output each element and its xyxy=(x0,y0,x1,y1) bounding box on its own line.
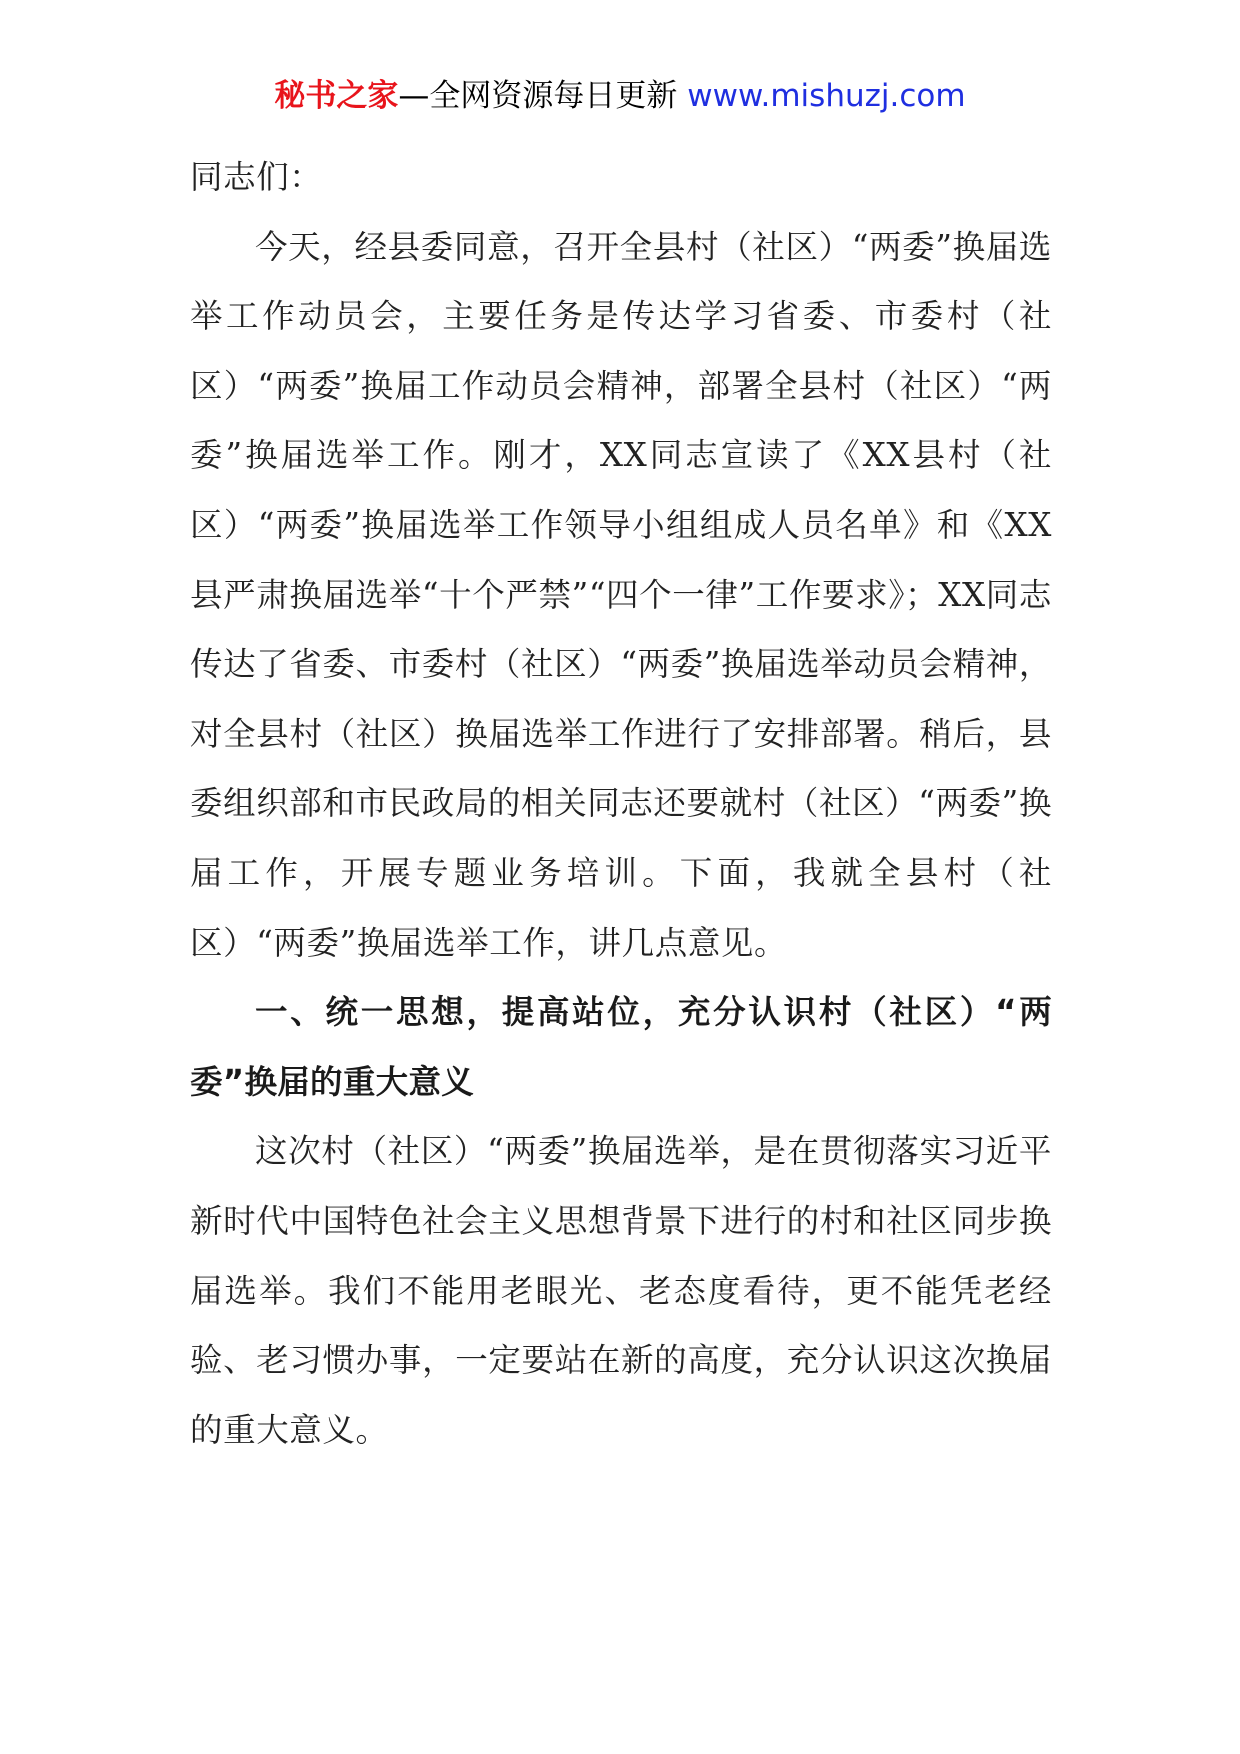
site-url-link[interactable]: www.mishuzj.com xyxy=(687,78,966,114)
brand-name: 秘书之家 xyxy=(274,78,399,114)
header-tagline: —全网资源每日更新 xyxy=(398,78,678,114)
document-body xyxy=(190,143,1052,1465)
paragraph-opening: 今天，经县委同意，召开全县村（社区）“两委”换届选举工作动员会，主要任务是传达学习省委、市委村（社区）“两委”换届工作动员会精神，部署全县村（社区）“两委”换届选举工作。刚才，XX同志宣读了《XX县村（社区）“两委”换届选举工作领导小组组成人员名单》和《XX县严肃换届选举“十个严禁”“四个一律”工作要求》；XX同志传达了省委、市委村（社区）“两委”换届选举动员会精神，对全县村（社区）换届选举工作进行了安排部署。稍后，县委组织部和市民政局的相关同志还要就村（社区）“两委”换届工作，开展专题业务培训。下面，我就全县村（社区）“两委”换届选举工作，讲几点意见。 xyxy=(190,227,1052,962)
section-heading-1: 一、统一思想，提高站位，充分认识村（社区）“两委”换届的重大意义 xyxy=(190,993,1052,1101)
salutation: 同志们： xyxy=(190,158,323,196)
page-header-banner xyxy=(0,74,1240,118)
paragraph-section-1: 这次村（社区）“两委”换届选举，是在贯彻落实习近平新时代中国特色社会主义思想背景下进行的村和社区同步换届选举。我们不能用老眼光、老态度看待，更不能凭老经验、老习惯办事，一定要站在新的高度，充分认识这次换届的重大意义。 xyxy=(190,1132,1052,1449)
